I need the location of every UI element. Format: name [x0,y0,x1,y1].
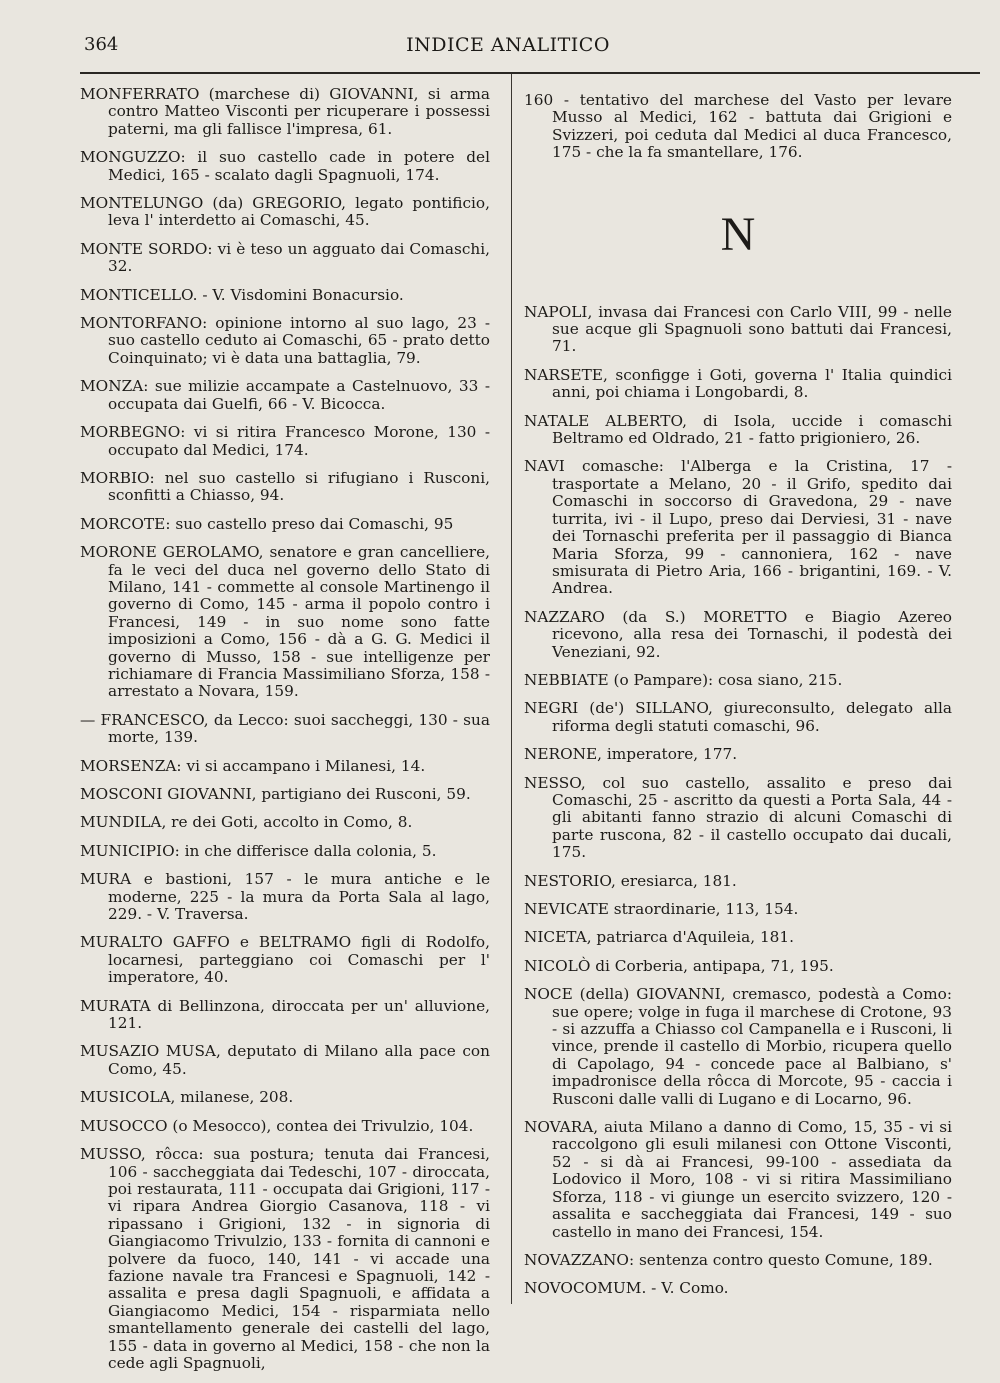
index-entry: NOVOCOMUM. - V. Como. [524,1279,729,1298]
index-entry: MURALTO GAFFO e BELTRAMO figli di Rodolfo, locarnesi, parteggiano coi Comaschi per l' imperatore, 40. [80,933,490,987]
index-entry: MUSOCCO (o Mesocco), contea dei Trivulzio, 104. [80,1116,474,1135]
index-entry: NAZZARO (da S.) MORETTO e Biagio Azereo ricevono, alla resa dei Tornaschi, il podestà dei Veneziani, 92. [524,607,952,661]
index-entry: MONTE SORDO: vi è teso un agguato dai Comaschi, 32. [80,239,490,276]
index-entry: MORCOTE: suo castello preso dai Comaschi, 95 [80,514,454,533]
index-entry: NESTORIO, eresiarca, 181. [524,871,737,890]
column-divider [511,74,512,1304]
index-entry: MONZA: sue milizie accampate a Castelnuovo, 33 - occupata dai Guelfi, 66 - V. Bicocca. [80,377,490,413]
index-entry: MORBEGNO: vi si ritira Francesco Morone, 130 - occupato dal Medici, 174. [80,423,490,459]
index-entry: — FRANCESCO, da Lecco: suoi saccheggi, 130 - sua morte, 139. [80,710,490,747]
index-entry: MONTORFANO: opinione intorno al suo lago, 23 - suo castello ceduto ai Comaschi, 65 - prato detto Coinquinato; vi è data una battaglia, 79. [80,314,490,367]
index-entry: MONTICELLO. - V. Visdomini Bonacursio. [80,285,404,304]
index-entry: MUNDILA, re dei Goti, accolto in Como, 8. [80,813,413,832]
index-entry: MUSAZIO MUSA, deputato di Milano alla pace con Como, 45. [80,1042,490,1078]
index-entry: MONFERRATO (marchese di) GIOVANNI, si arma contro Matteo Visconti per ricuperare i possessi paterni, ma gli fallisce l'impresa, 61. [80,85,490,138]
index-entry: NOVAZZANO: sentenza contro questo Comune, 189. [524,1250,933,1269]
index-entry: MORONE GEROLAMO, senatore e gran cancelliere, fa le veci del duca nel governo dello Stato di Milano, 141 - commette al console Martinengo il governo di Como, 145 - arma il popolo contro i Francesi, 149 - in suo nome sono fatte imposizioni a Como, 156 - dà a G. G. Medici il governo di Musso, 158 - sue intelligenze per richiamare di Francia Massimiliano Sforza, 158 - arrestato a Novara, 159. [80,543,490,701]
index-entry: NICETA, patriarca d'Aquileia, 181. [524,928,795,947]
index-entry: MONGUZZO: il suo castello cade in potere del Medici, 165 - scalato dagli Spagnuoli, 174. [80,148,490,184]
index-entry: MORSENZA: vi si accampano i Milanesi, 14. [80,756,426,775]
index-entry: NOVARA, aiuta Milano a danno di Como, 15, 35 - vi si raccolgono gli esuli milanesi con Ottone Visconti, 52 - si dà ai Francesi, 99-100 - assediata da Lodovico il Moro, 108 - vi si ritira Massimiliano Sforza, 118 - vi giunge un esercito svizzero, 120 - assalita e saccheggiata dai Francesi, 149 - suo castello in mano dei Francesi, 154. [524,1118,952,1241]
index-entry: MOSCONI GIOVANNI, partigiano dei Rusconi, 59. [80,785,471,803]
left-column [80,86,490,1383]
index-entry: NERONE, imperatore, 177. [524,745,738,764]
index-entry: NEVICATE straordinarie, 113, 154. [524,900,799,918]
index-entry: NEGRI (de') SILLANO, giureconsulto, delegato alla riforma degli statuti comaschi, 96. [524,699,952,735]
index-entry: MUSSO, rôcca: sua postura; tenuta dai Francesi, 106 - saccheggiata dai Tedeschi, 107 - diroccata, poi restaurata, 111 - occupata dai Grigioni, 117 - vi ripara Andrea Giorgio Casanova, 118 - vi ripassano i Grigioni, 132 - in signoria di Giangiacomo Trivulzio, 133 - fornita di cannoni e polvere da fuoco, 140, 141 - vi accade una fazione navale tra Francesi e Spagnuoli, 142 - assalita e presa dagli Spagnuoli, e affidata a Giangiacomo Medici, 154 - risparmiata nello smantellamento generale dei castelli del lago, 155 - data in governo al Medici, 158 - che non la cede agli Spagnuoli, [80,1145,490,1372]
section-letter: N [720,207,756,261]
index-entry: MORBIO: nel suo castello si rifugiano i Rusconi, sconfitti a Chiasso, 94. [80,468,490,505]
index-entry: NOCE (della) GIOVANNI, cremasco, podestà a Como: sue opere; volge in fuga il marchese di Crotone, 93 - si azzuffa a Chiasso col Campanella e i Rusconi, li vince, prende il castello di Morbio, ricupera quello di Capolago, 94 - concede pace al Balbiano, s' impadronisce della rôcca di Morcote, 95 - caccia i Rusconi dalle valli di Lugano e di Locarno, 96. [524,985,952,1108]
index-entry: NAVI comasche: l'Alberga e la Cristina, 17 - trasportate a Melano, 20 - il Grifo, spedito dai Comaschi in soccorso di Gravedona, 29 - nave turrita, ivi - il Lupo, preso dai Derviesi, 31 - nave dei Tornaschi preferita per il passaggio di Bianca Maria Sforza, 99 - cannoniera, 162 - nave smisurata di Pietro Aria, 166 - brigantini, 169. - V. Andrea. [524,457,952,598]
index-entry: NARSETE, sconfigge i Goti, governa l' Italia quindici anni, poi chiama i Longobardi, 8. [524,365,952,402]
index-entry-continued: 160 - tentativo del marchese del Vasto per levare Musso al Medici, 162 - battuta dai Grigioni e Svizzeri, poi ceduta dal Medici al duca Francesco, 175 - che la fa smantellare, 176. [524,91,952,162]
page-number: 364 [84,34,119,55]
right-column [524,92,952,1309]
index-entry: MUSICOLA, milanese, 208. [80,1088,294,1107]
index-entry: MUNICIPIO: in che differisce dalla colonia, 5. [80,841,437,860]
index-entry: MURA e bastioni, 157 - le mura antiche e le moderne, 225 - la mura da Porta Sala al lago, 229. - V. Traversa. [80,870,490,924]
index-entry: NAPOLI, invasa dai Francesi con Carlo VIII, 99 - nelle sue acque gli Spagnuoli sono battuti dai Francesi, 71. [524,302,952,356]
index-entry: MURATA di Bellinzona, diroccata per un' alluvione, 121. [80,996,490,1033]
running-head: INDICE ANALITICO [406,34,610,56]
index-entry: NESSO, col suo castello, assalito e preso dai Comaschi, 25 - ascritto da questi a Porta Sala, 44 - gli abitanti fanno strazio di alcuni Comaschi di parte ruscona, 82 - il castello occupato dai ducali, 175. [524,773,952,862]
index-entry: MONTELUNGO (da) GREGORIO, legato pontificio, leva l' interdetto ai Comaschi, 45. [80,194,490,230]
index-entry: NEBBIATE (o Pampare): cosa siano, 215. [524,670,843,689]
index-entry: NATALE ALBERTO, di Isola, uccide i comaschi Beltramo ed Oldrado, 21 - fatto prigioniero, 26. [524,411,952,448]
index-entry: NICOLÒ di Corberia, antipapa, 71, 195. [524,956,834,975]
header-rule [80,72,980,74]
